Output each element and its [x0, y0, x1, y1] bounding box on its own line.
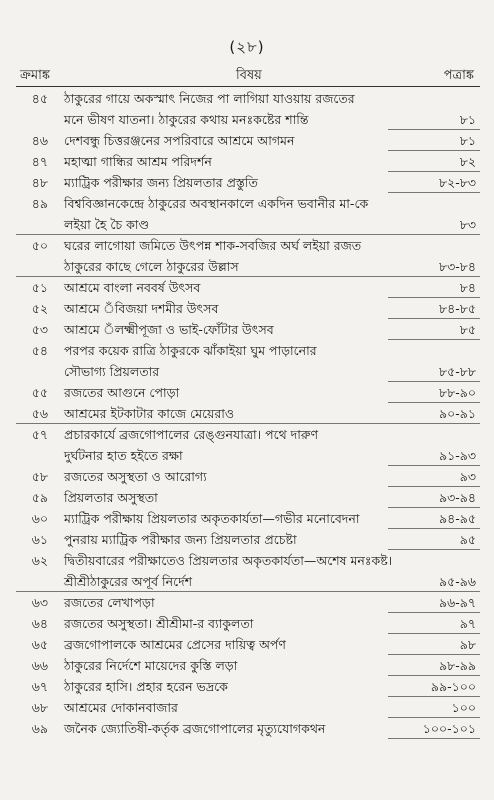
contents-entry: [0, 235, 494, 277]
entry-number: ৫৮: [31, 469, 48, 484]
entry-number: ৪৭: [31, 154, 48, 169]
entry-line: [0, 571, 494, 592]
entry-subject: জনৈক জ্যোতিষী-কর্তৃক ব্রজগোপালের মৃত্যুযোগকথন: [64, 721, 326, 736]
contents-entry: [0, 130, 494, 151]
contents-entry: [0, 340, 494, 382]
entry-subject: ঘরের লাগোয়া জমিতে উৎপন্ন শাক-সবজির অর্ঘ লইয়া রজত: [64, 238, 362, 253]
entry-number: ৫৬: [31, 406, 48, 421]
entry-page: ৯৭: [459, 616, 476, 631]
entry-line: [0, 130, 494, 151]
entry-page: ৮২-৮৩: [439, 175, 476, 190]
entry-line: [0, 466, 494, 487]
contents-entry: [0, 88, 494, 130]
entry-number: ৬২: [31, 553, 48, 568]
entry-page: ৯৫: [459, 532, 476, 547]
contents-entry: [0, 550, 494, 592]
entry-number: ৪৯: [31, 196, 48, 211]
entry-line: [0, 361, 494, 382]
entry-page: ৮১: [459, 133, 476, 148]
entry-subject: ঠাকুরের নির্দেশে মায়েদের কুস্তি লড়া: [64, 658, 238, 673]
entry-line: [0, 487, 494, 508]
entry-number: ৫৪: [31, 343, 48, 358]
entry-subject: ঠাকুরের কাছে গেলে ঠাকুরের উল্লাস: [64, 259, 239, 274]
entry-line: [0, 550, 494, 571]
entry-subject: ঠাকুরের হাসি। প্রহার হরেন ভদ্রকে: [64, 679, 228, 694]
entry-number: ৬৭: [31, 679, 48, 694]
entry-number: ৬৫: [31, 637, 48, 652]
entry-number: ৪৮: [31, 175, 48, 190]
entry-number: ৪৬: [31, 133, 48, 148]
contents-entry: [0, 319, 494, 340]
entry-subject: রজতের অসুস্থতা। শ্রীশ্রীমা-র ব্যাকুলতা: [64, 616, 254, 631]
entry-page: ৮৩: [459, 217, 476, 232]
entry-subject: ম্যাট্রিক পরীক্ষার জন্য প্রিয়লতার প্রস্তুতি: [64, 175, 258, 190]
entry-page: ১০০: [451, 700, 476, 715]
entry-subject: আশ্রমে ঁবিজয়া দশমীর উৎসব: [64, 301, 219, 316]
entry-line: [0, 172, 494, 193]
entry-subject: লইয়া হৈ চৈ কাণ্ড: [64, 217, 150, 232]
entry-subject: শ্রীশ্রীঠাকুরের অপূর্ব নির্দেশ: [64, 574, 193, 589]
entry-subject: আশ্রমে বাংলা নববর্ষ উৎসব: [64, 280, 201, 295]
entry-subject: পরপর কয়েক রাত্রি ঠাকুরকে ঝাঁকাইয়া ঘুম পাড়ানোর: [64, 343, 317, 358]
entry-subject: সৌভাগ্য প্রিয়লতার: [64, 364, 160, 379]
entry-line: [0, 445, 494, 466]
entry-subject: রজতের অসুস্থতা ও আরোগ্য: [64, 469, 207, 484]
entry-number: ৫৭: [31, 427, 48, 442]
contents-entry: [0, 592, 494, 613]
entry-page: ৮৪-৮৫: [439, 301, 476, 316]
entry-line: [0, 319, 494, 340]
contents-entry: [0, 382, 494, 403]
entry-subject: দেশবন্ধু চিত্তরঞ্জনের সপরিবারে আশ্রমে আগমন: [64, 133, 295, 148]
entry-subject: আশ্রমের দোকানবাজার: [64, 700, 178, 715]
contents-entry: [0, 508, 494, 529]
entry-subject: ম্যাট্রিক পরীক্ষায় প্রিয়লতার অকৃতকার্যতা—গভীর মনোবেদনা: [64, 511, 360, 526]
contents-list: [0, 88, 494, 739]
entry-number: ৬৯: [31, 721, 48, 736]
entry-page: ৮১: [459, 112, 476, 127]
entry-page: ৮৩-৮৪: [439, 259, 476, 274]
entry-subject: দুর্ঘটনার হাত হইতে রক্ষা: [64, 448, 183, 463]
entry-page: ৯৮-৯৯: [439, 658, 476, 673]
entry-line: [0, 88, 494, 109]
entry-subject: মহাত্মা গান্ধির আশ্রম পরিদর্শন: [64, 154, 212, 169]
entry-subject: দ্বিতীয়বারের পরীক্ষাতেও প্রিয়লতার অকৃতকার্যতা—অশেষ মনঃকষ্ট।: [64, 553, 393, 568]
contents-entry: [0, 298, 494, 319]
entry-page: ৯৩: [459, 469, 476, 484]
entry-subject: রজতের আগুনে পোড়া: [64, 385, 180, 400]
column-header-subject: বিষয়: [236, 68, 262, 83]
entry-page: ৯৫-৯৬: [439, 574, 476, 589]
entry-subject: ব্রজগোপালকে আশ্রমের প্রেসের দায়িত্ব অর্পণ: [64, 637, 286, 652]
entry-line: [0, 613, 494, 634]
entry-page: ৮৮-৯০: [439, 385, 476, 400]
entry-line: [0, 340, 494, 361]
column-header-number: ক্রমাঙ্ক: [20, 68, 50, 83]
entry-page: ৯৯-১০০: [430, 679, 476, 694]
entry-page: ৯৪-৯৫: [439, 511, 476, 526]
entry-subject: আশ্রমের ইটকাটার কাজে মেয়েরাও: [64, 406, 235, 421]
entry-page: ১০০-১০১: [422, 721, 476, 736]
entry-page: ৯৮: [459, 637, 476, 652]
entry-line: [0, 508, 494, 529]
entry-page: ৮২: [459, 154, 476, 169]
entry-number: ৫১: [31, 280, 48, 295]
entry-line: [0, 193, 494, 214]
page-number: (২৮): [229, 38, 265, 56]
entry-line: [0, 655, 494, 676]
entry-subject: ঠাকুরের গায়ে অকস্মাৎ নিজের পা লাগিয়া যাওয়ায় রজতের: [64, 91, 355, 106]
entry-line: [0, 277, 494, 298]
contents-entry: [0, 655, 494, 676]
entry-page: ৮৫-৮৮: [439, 364, 476, 379]
contents-entry: [0, 676, 494, 697]
entry-number: ৫৯: [31, 490, 48, 505]
entry-number: ৬১: [31, 532, 48, 547]
entry-page: ৯৬-৯৭: [439, 595, 476, 610]
entry-page: ৯১-৯৩: [439, 448, 476, 463]
contents-entry: [0, 529, 494, 550]
contents-entry: [0, 172, 494, 193]
entry-subject: পুনরায় ম্যাট্রিক পরীক্ষার জন্য প্রিয়লতার প্রচেষ্টা: [64, 532, 297, 547]
contents-entry: [0, 424, 494, 466]
contents-entry: [0, 613, 494, 634]
contents-entry: [0, 151, 494, 172]
contents-entry: [0, 403, 494, 424]
entry-line: [0, 634, 494, 655]
column-header-page: পত্রাঙ্ক: [443, 68, 474, 83]
entry-page: ৮৪: [459, 280, 476, 295]
entry-page: ৮৫: [459, 322, 476, 337]
contents-entry: [0, 634, 494, 655]
entry-line: [0, 718, 494, 739]
entry-line: [0, 298, 494, 319]
contents-entry: [0, 277, 494, 298]
entry-page: ৯৩-৯৪: [439, 490, 476, 505]
entry-number: ৫০: [31, 238, 48, 253]
entry-line: [0, 109, 494, 130]
contents-entry: [0, 697, 494, 718]
entry-page: ৯০-৯১: [439, 406, 476, 421]
entry-line: [0, 676, 494, 697]
entry-line: [0, 235, 494, 256]
entry-number: ৫৩: [31, 322, 48, 337]
entry-line: [0, 529, 494, 550]
entry-rule: [388, 738, 480, 739]
entry-line: [0, 697, 494, 718]
entry-number: ৬৩: [31, 595, 48, 610]
entry-line: [0, 403, 494, 424]
entry-number: ৫২: [31, 301, 48, 316]
entry-line: [0, 592, 494, 613]
entry-subject: রজতের লেখাপড়া: [64, 595, 155, 610]
entry-line: [0, 151, 494, 172]
contents-entry: [0, 466, 494, 487]
entry-line: [0, 214, 494, 235]
entry-number: ৬৮: [31, 700, 48, 715]
entry-number: ৬৬: [31, 658, 48, 673]
entry-number: ৪৫: [31, 91, 48, 106]
entry-line: [0, 256, 494, 277]
contents-entry: [0, 718, 494, 739]
entry-subject: বিশ্ববিজ্ঞানকেন্দ্রে ঠাকুরের অবস্থানকালে একদিন ভবানীর মা-কে: [64, 196, 369, 211]
contents-entry: [0, 487, 494, 508]
entry-line: [0, 382, 494, 403]
contents-entry: [0, 193, 494, 235]
entry-subject: আশ্রমে ঁলক্ষ্মীপূজা ও ভাই-ফোঁটার উৎসব: [64, 322, 274, 337]
entry-number: ৫৫: [31, 385, 48, 400]
entry-subject: প্রচারকার্যে ব্রজগোপালের রেঙ্গুনযাত্রা। পথে দারুণ: [64, 427, 319, 442]
entry-subject: মনে ভীষণ যাতনা। ঠাকুরের কথায় মনঃকষ্টের শান্তি: [64, 112, 309, 127]
entry-number: ৬০: [31, 511, 48, 526]
entry-subject: প্রিয়লতার অসুস্থতা: [64, 490, 158, 505]
header-rule: [16, 86, 480, 87]
entry-number: ৬৪: [31, 616, 48, 631]
entry-line: [0, 424, 494, 445]
